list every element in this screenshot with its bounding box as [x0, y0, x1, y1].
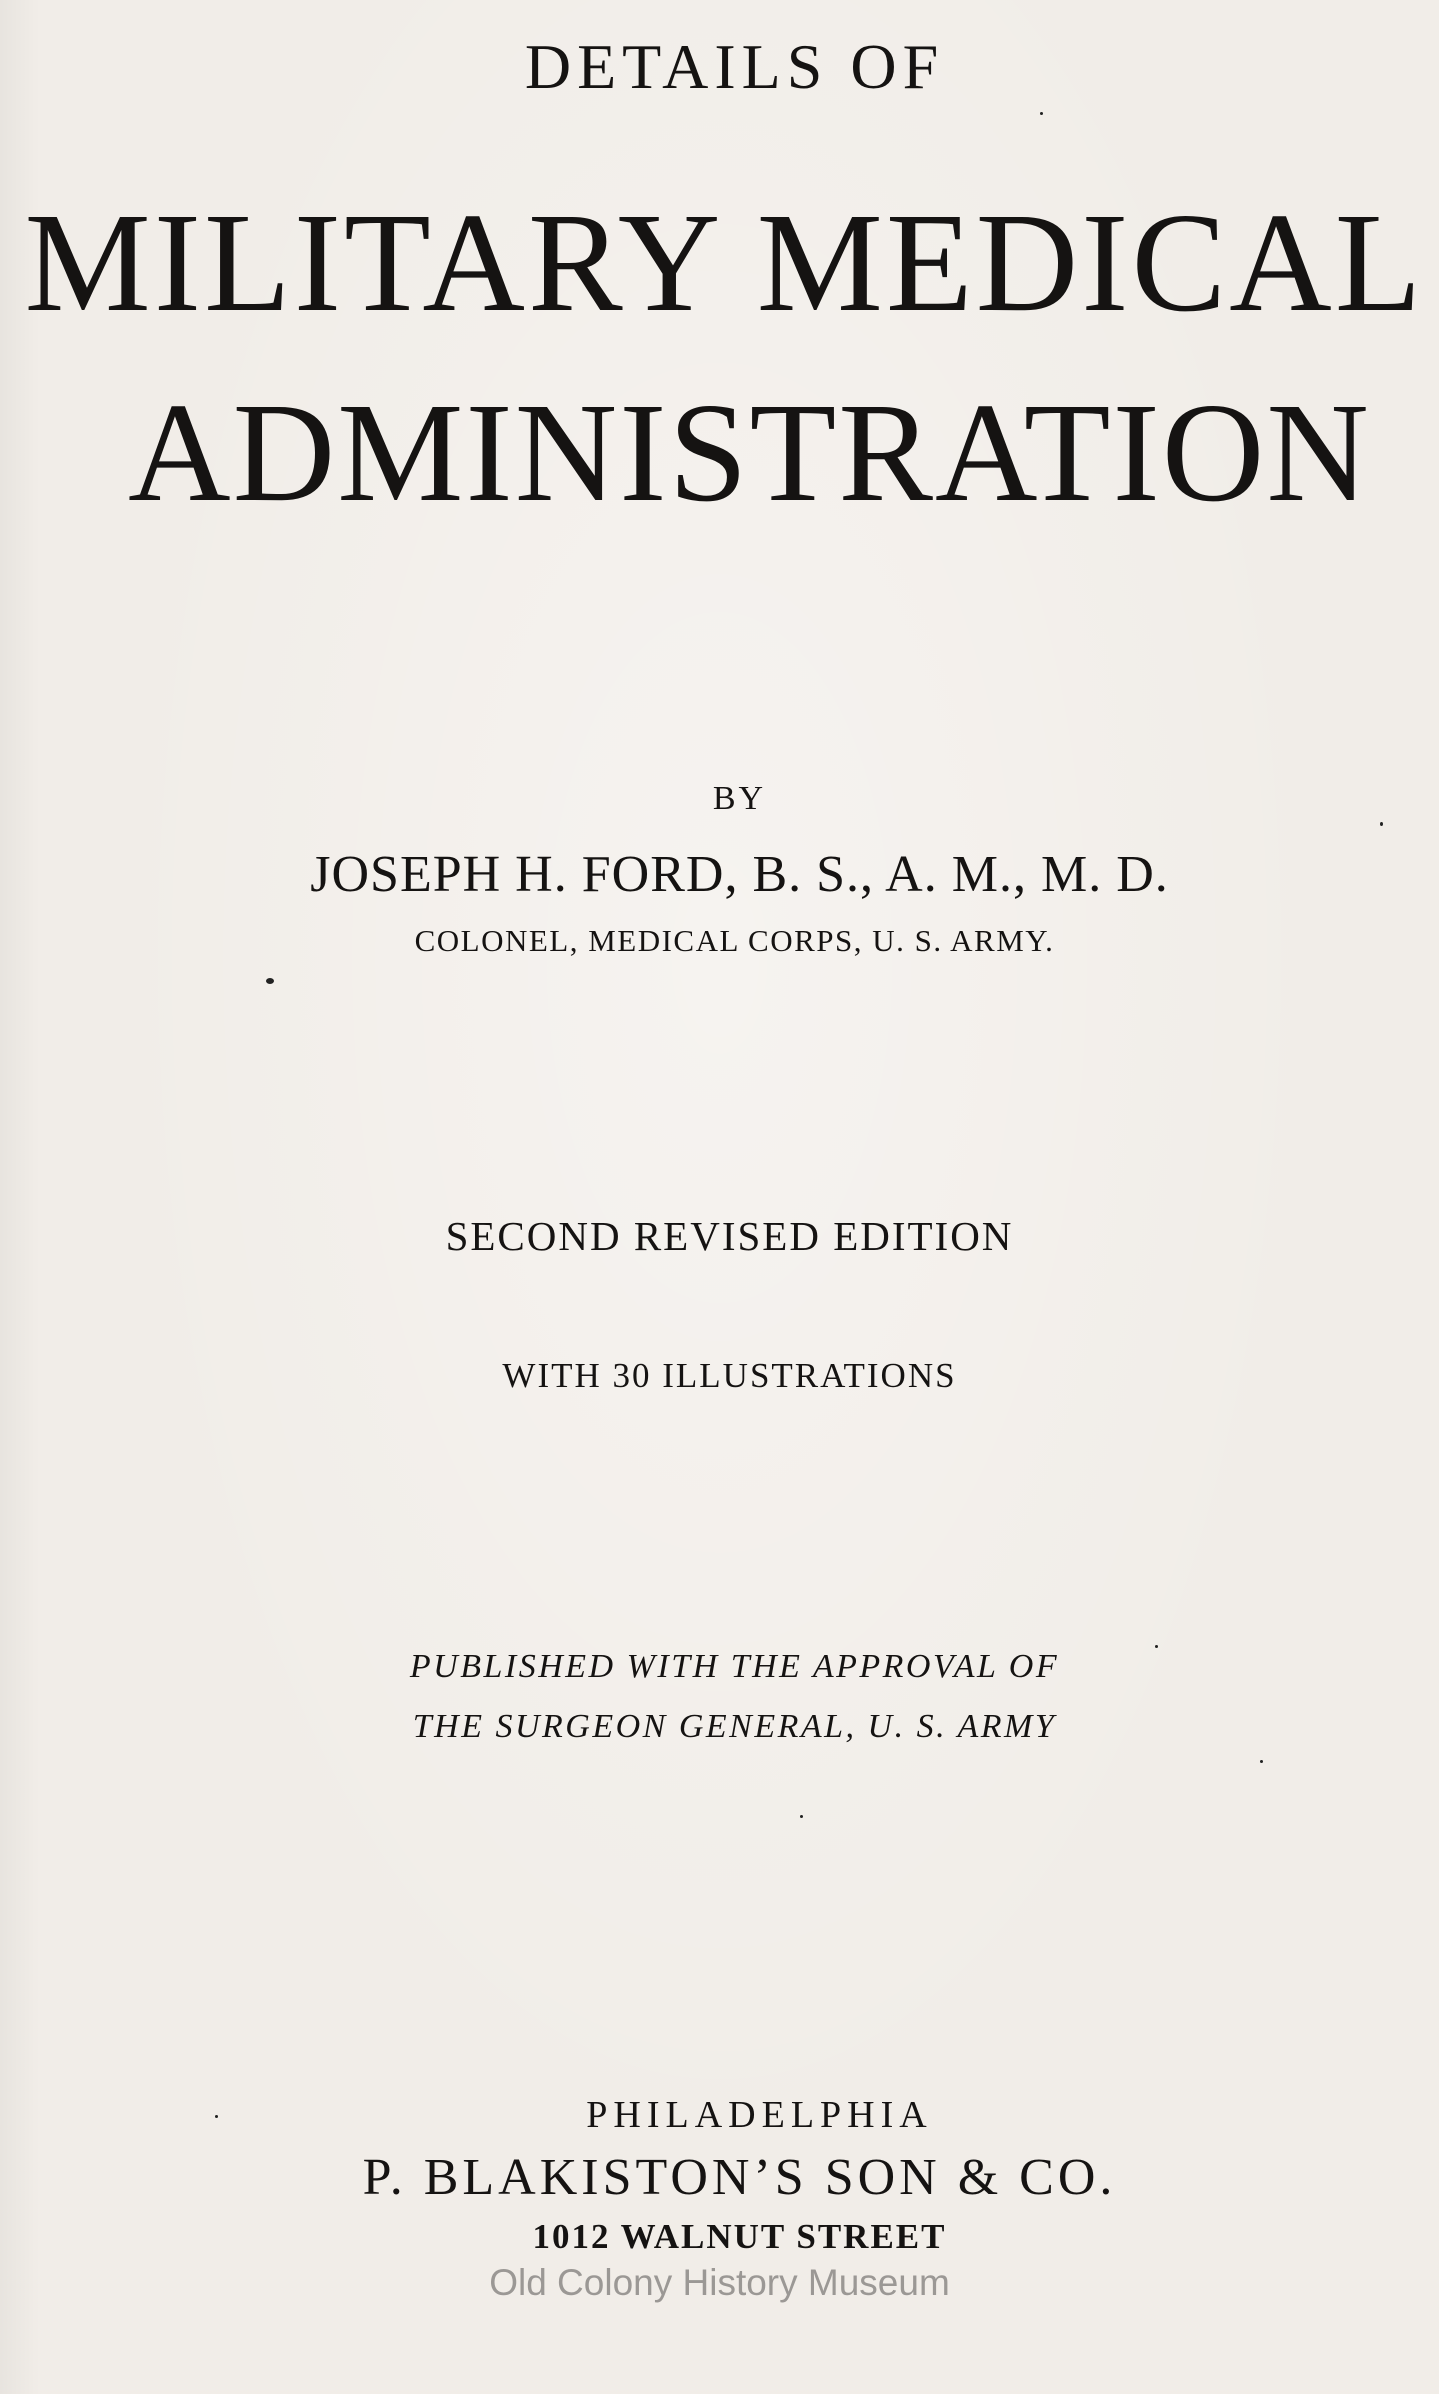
by-label: BY: [712, 780, 767, 817]
publisher-address: 1012 WALNUT STREET: [532, 2217, 947, 2256]
book-title-line-2: ADMINISTRATION: [128, 373, 1371, 531]
paper-speck: [1040, 112, 1043, 115]
author-rank: COLONEL, MEDICAL CORPS, U. S. ARMY.: [414, 923, 1055, 958]
illustrations-statement: WITH 30 ILLUSTRATIONS: [502, 1356, 957, 1395]
author-name: JOSEPH H. FORD, B. S., A. M., M. D.: [310, 846, 1169, 903]
edition-statement: SECOND REVISED EDITION: [445, 1213, 1014, 1259]
approval-line-1: PUBLISHED WITH THE APPROVAL OF: [409, 1648, 1060, 1685]
publisher-city: PHILADELPHIA: [586, 2094, 933, 2136]
paper-speck: [215, 2115, 218, 2118]
paper-speck: [1260, 1760, 1263, 1763]
paper-speck: [266, 978, 274, 984]
paper-speck: [1380, 822, 1383, 826]
museum-watermark: Old Colony History Museum: [489, 2262, 950, 2303]
publisher-name: P. BLAKISTON’S SON & CO.: [362, 2149, 1117, 2206]
details-of-heading: DETAILS OF: [524, 31, 945, 102]
book-title-line-1: MILITARY MEDICAL: [24, 183, 1425, 341]
approval-line-2: THE SURGEON GENERAL, U. S. ARMY: [412, 1708, 1057, 1745]
paper-speck: [1155, 1645, 1158, 1648]
paper-speck: [800, 1815, 803, 1818]
